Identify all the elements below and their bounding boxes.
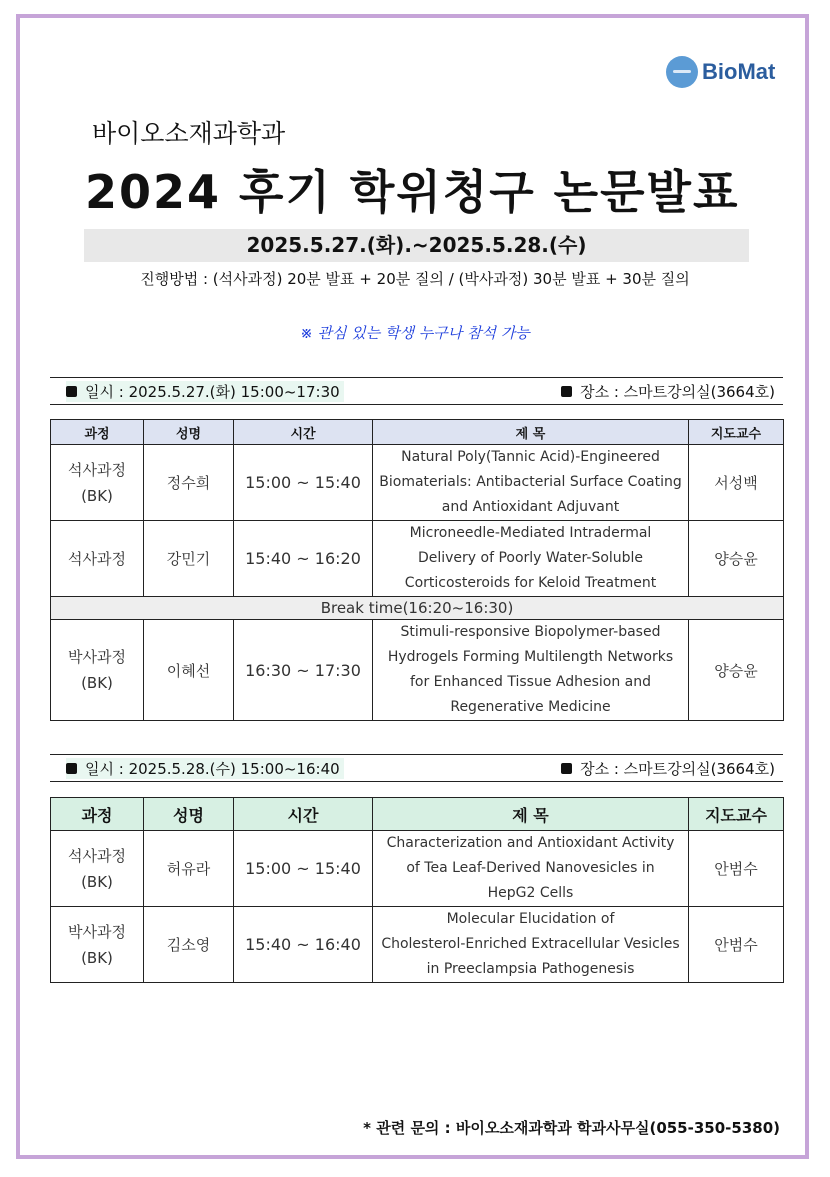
department-name: 바이오소재과학과 <box>92 119 286 148</box>
day2-datetime-text: 일시 : 2025.5.28.(수) 15:00~16:40 <box>85 759 340 778</box>
advisor-cell: 양승윤 <box>689 620 784 721</box>
biomat-molecule-icon <box>666 56 698 88</box>
day2-location <box>561 758 775 779</box>
time-cell: 15:00 ~ 15:40 <box>234 831 373 907</box>
title-cell: Characterization and Antioxidant Activity of Tea Leaf-Derived Nanovesicles in HepG2 Cells <box>373 831 689 907</box>
day1-location-text: 장소 : 스마트강의실(3664호) <box>580 382 775 401</box>
presentation-method: 진행방법 : (석사과정) 20분 발표 + 20분 질의 / (박사과정) 30분 발표 + 30분 질의 <box>140 270 690 288</box>
advisor-cell: 양승윤 <box>689 521 784 597</box>
contact-info: * 관련 문의 : 바이오소재과학과 학과사무실(055-350-5380) <box>363 1119 780 1137</box>
title-cell: Stimuli-responsive Biopolymer-based Hydrogels Forming Multilength Networks for Enhanced Tissue Adhesion and Regenerative Medicine <box>373 620 689 721</box>
col-title: 제 목 <box>373 798 689 831</box>
day2-info-bar <box>50 754 783 782</box>
logo-text: BioMat <box>702 59 776 84</box>
table-header-row <box>51 420 784 445</box>
course-cell: 석사과정 (BK) <box>51 445 144 521</box>
col-time: 시간 <box>234 798 373 831</box>
advisor-cell: 안범수 <box>689 831 784 907</box>
col-title: 제 목 <box>373 420 689 445</box>
biomat-logo <box>666 56 775 88</box>
day1-schedule-table <box>50 419 784 721</box>
col-name: 성명 <box>144 798 234 831</box>
time-cell: 15:40 ~ 16:20 <box>234 521 373 597</box>
name-cell: 이혜선 <box>144 620 234 721</box>
day2-schedule-table <box>50 797 784 983</box>
break-row <box>51 597 784 620</box>
day2-datetime <box>66 758 344 779</box>
course-cell: 박사과정 (BK) <box>51 907 144 983</box>
table-row <box>51 620 784 721</box>
table-row <box>51 445 784 521</box>
day1-datetime-text: 일시 : 2025.5.27.(화) 15:00~17:30 <box>85 382 340 401</box>
table-header-row <box>51 798 784 831</box>
bullet-square-icon <box>66 386 77 397</box>
time-cell: 15:40 ~ 16:40 <box>234 907 373 983</box>
title-cell: Natural Poly(Tannic Acid)-Engineered Biomaterials: Antibacterial Surface Coating and Antioxidant Adjuvant <box>373 445 689 521</box>
title-cell: Molecular Elucidation of Cholesterol-Enriched Extracellular Vesicles in Preeclampsia Pathogenesis <box>373 907 689 983</box>
title-cell: Microneedle-Mediated Intradermal Delivery of Poorly Water-Soluble Corticosteroids for Keloid Treatment <box>373 521 689 597</box>
name-cell: 정수희 <box>144 445 234 521</box>
day1-location <box>561 381 775 402</box>
course-cell: 박사과정 (BK) <box>51 620 144 721</box>
table-row <box>51 831 784 907</box>
day1-datetime <box>66 381 344 402</box>
col-course: 과정 <box>51 798 144 831</box>
col-name: 성명 <box>144 420 234 445</box>
col-advisor: 지도교수 <box>689 798 784 831</box>
attendance-notice: ※ 관심 있는 학생 누구나 참석 가능 <box>300 324 530 342</box>
name-cell: 허유라 <box>144 831 234 907</box>
time-cell: 16:30 ~ 17:30 <box>234 620 373 721</box>
col-course: 과정 <box>51 420 144 445</box>
day2-location-text: 장소 : 스마트강의실(3664호) <box>580 759 775 778</box>
table-row <box>51 521 784 597</box>
col-advisor: 지도교수 <box>689 420 784 445</box>
date-range-bar: 2025.5.27.(화).~2025.5.28.(수) <box>84 229 749 262</box>
page-title: 2024 후기 학위청구 논문발표 <box>85 165 740 219</box>
bullet-square-icon <box>561 386 572 397</box>
name-cell: 강민기 <box>144 521 234 597</box>
bullet-square-icon <box>561 763 572 774</box>
advisor-cell: 서성백 <box>689 445 784 521</box>
table-row <box>51 907 784 983</box>
time-cell: 15:00 ~ 15:40 <box>234 445 373 521</box>
advisor-cell: 안범수 <box>689 907 784 983</box>
course-cell: 석사과정 (BK) <box>51 831 144 907</box>
col-time: 시간 <box>234 420 373 445</box>
break-time-cell: Break time(16:20~16:30) <box>51 597 784 620</box>
day1-info-bar <box>50 377 783 405</box>
bullet-square-icon <box>66 763 77 774</box>
name-cell: 김소영 <box>144 907 234 983</box>
course-cell: 석사과정 <box>51 521 144 597</box>
